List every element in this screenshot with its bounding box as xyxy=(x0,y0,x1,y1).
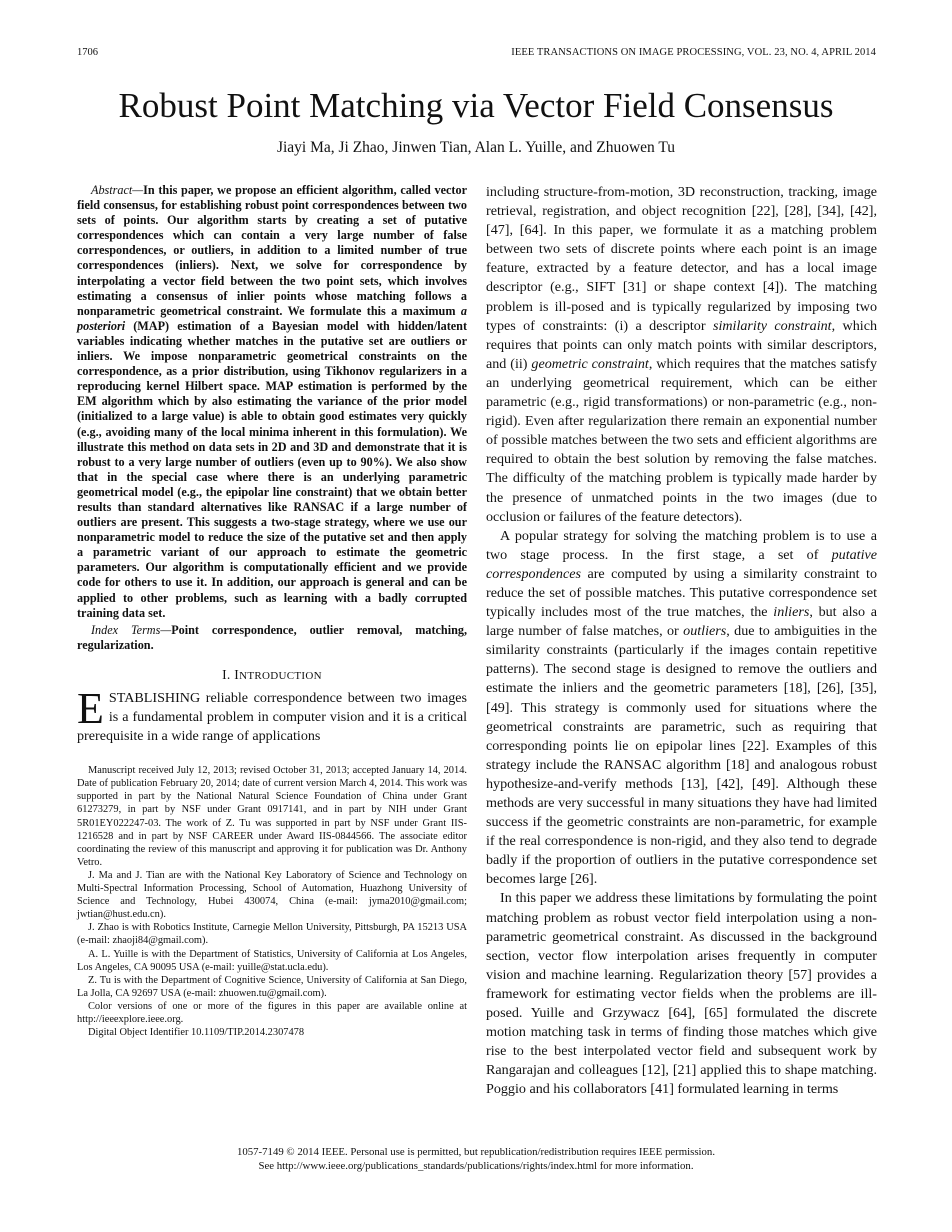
index-terms-label: Index Terms— xyxy=(91,622,172,637)
footnote: Digital Object Identifier 10.1109/TIP.2014.2307478 xyxy=(88,1027,305,1039)
intro-first-word: STABLISHING xyxy=(108,689,201,706)
body-text: , due to ambiguities in the similarity constraints (particularly if the images contain repetitive patterns). The second stage is designed to remove the outliers and estimate the inliers and the geometric parameters [18], [26], [35], [49]. This strategy is commonly used for situations where the geometrical constraints are parametric, such as requiring that corresponding points lie on epipolar lines [22]. Examples of this strategy include the RANSAC algorithm [18] and analogous robust hypothesize-and-verify methods [13], [42], [49]. Although these methods are very successful in many situations they have had limited success if the geometric constraints are non-parametric, for example if the real correspondence is non-rigid, and they also tend to degrade badly if the proportion of outliers in the putative correspondence set becomes large [26]. xyxy=(486,623,877,888)
intro-paragraph xyxy=(77,683,467,746)
body-emphasis: inliers xyxy=(773,604,810,621)
paper-title: Robust Point Matching via Vector Field Consensus xyxy=(118,86,834,125)
section-title-rest: NTRODUCTION xyxy=(239,669,322,682)
body-text: , which requires that points can only match points with similar descriptors, and (ii) xyxy=(486,317,877,372)
body-text: are computed by using a similarity constraint to reduce the set of possible matches. This putative correspondence set typically includes most of the true matches, the xyxy=(486,565,877,621)
body-emphasis: putative correspondences xyxy=(486,546,877,582)
drop-cap: E xyxy=(77,683,104,733)
section-numeral: I. xyxy=(222,666,235,682)
copyright-notice xyxy=(0,1146,952,1173)
right-column xyxy=(486,183,877,1100)
index-terms-text: Point correspondence, outlier removal, matching, regularization. xyxy=(77,622,467,652)
section-title-first: I xyxy=(234,666,240,682)
author-list: Jiayi Ma, Ji Zhao, Jinwen Tian, Alan L. Yuille, and Zhuowen Tu xyxy=(276,139,676,156)
intro-text: reliable correspondence between two images is a fundamental problem in computer vision and it is a critical prerequisite in a wide range of applications xyxy=(77,689,467,745)
footnotes xyxy=(77,764,467,1039)
footnote: Manuscript received July 12, 2013; revised October 31, 2013; accepted January 14, 2014. Date of publication February 20, 2014; date of current version March 4, 2014. This work was supported in part by the National Natural Science Foundation of China under Grant 61273279, in part by NSF under Grant 0917141, and in part by NIH under Grant 5R01EY022247-03. The work of Z. Tu was supported in part by NSF under Grant IIS-1216528 and in part by NSF CAREER under Award IIS-0844566. The associate editor coordinating the review of this manuscript and approving it for publication was Dr. Anthony Vetro. xyxy=(77,765,467,868)
body-text: A popular strategy for solving the matching problem is to use a two stage process. In the first stage, a set of xyxy=(486,527,877,563)
body-text: including structure-from-motion, 3D reconstruction, tracking, image retrieval, registration, and object recognition [22], [28], [34], [42], [47], [64]. In this paper, we formulate it as a matching problem between two sets of discrete points where each point is an image feature, extracted by a feature detector, and has a local image descriptor (e.g., SIFT [31] or shape context [4]). The matching problem is ill-posed and is typically regularized by imposing two types of constraints: (i) a descriptor xyxy=(486,184,877,334)
running-header: IEEE TRANSACTIONS ON IMAGE PROCESSING, VOL. 23, NO. 4, APRIL 2014 xyxy=(511,47,876,58)
body-emphasis: similarity constraint xyxy=(712,317,832,334)
footnote: J. Zhao is with Robotics Institute, Carnegie Mellon University, Pittsburgh, PA 15213 USA (e-mail: zhaoji84@gmail.com). xyxy=(77,922,467,947)
body-emphasis: outliers xyxy=(683,623,727,640)
footnote: A. L. Yuille is with the Department of Statistics, University of California at Los Angeles, Los Angeles, CA 90095 USA (e-mail: yuille@stat.ucla.edu). xyxy=(77,948,467,973)
body-paragraph xyxy=(486,183,877,527)
body-emphasis: geometric constraint xyxy=(531,355,649,372)
copyright-line: 1057-7149 © 2014 IEEE. Personal use is permitted, but republication/redistribution requires IEEE permission. xyxy=(236,1146,716,1158)
index-terms xyxy=(77,623,467,653)
abstract-text-em: a posteriori xyxy=(77,303,467,333)
abstract xyxy=(77,183,467,621)
left-column xyxy=(77,183,467,1039)
body-paragraph xyxy=(486,527,877,890)
section-heading xyxy=(77,667,467,683)
body-text: , but also a large number of false matches, or xyxy=(486,604,877,640)
body-paragraph: In this paper we address these limitations by formulating the point matching problem as robust vector field interpolation using a non-parametric geometrical constraint. As discussed in the background section, vector flow interpolation arises frequently in computer vision and machine learning. Regularization theory [57] provides a framework for estimating vector fields when the problems are ill-posed. Yuille and Grzywacz [64], [65] formulated the discrete motion matching task in terms of finding those matches which give rise to the best interpolated vector field and subsequent work by Rangarajan and colleagues [12], [21] applied this to shape matching. Poggio and his collaborators [41] formulated learning in terms xyxy=(486,890,877,1098)
page-number: 1706 xyxy=(77,47,98,58)
abstract-label: Abstract— xyxy=(91,183,144,197)
abstract-text-2: (MAP) estimation of a Bayesian model with hidden/latent variables indicating whether matches in the putative set are outliers or inliers. We impose nonparametric geometrical constraints on the correspondence, as a prior distribution, using Tikhonov regularizers in a reproducing kernel Hilbert space. MAP estimation is performed by the EM algorithm which by also estimating the variance of the prior model (initialized to a large value) is able to obtain good estimates very quickly (e.g., avoiding many of the local minima inherent in this formulation). We illustrate this method on data sets in 2D and 3D and demonstrate that it is robust to a very large number of outliers (even up to 90%). We also show that in the special case where there is an underlying parametric geometrical model (e.g., the epipolar line constraint) that we obtain better results than standard alternatives like RANSAC if a large number of outliers are present. This suggests a two-stage strategy, where we use our nonparametric model to reduce the size of the putative set and then apply a parametric variant of our approach to estimate the geometric parameters. Our algorithm is computationally efficient and we provide code for others to use it. In addition, our approach is general and can be applied to other problems, such as learning with a badly corrupted training data set. xyxy=(77,318,467,620)
copyright-line: See http://www.ieee.org/publications_standards/publications/rights/index.html for more information. xyxy=(258,1159,694,1172)
body-text: , which requires that the matches satisfy an underlying geometrical requirement, which can be either parametric (e.g., rigid transformations) or non-parametric (e.g., non-rigid). Even after regularization there remain an exponential number of possible matches between the two sets and efficient algorithms are required to obtain the best solution by removing the false matches. The difficulty of the matching problem is typically made harder by the presence of unmatched points in the two images (due to occlusion or failures of the feature detectors). xyxy=(486,355,878,525)
footnote: Color versions of one or more of the figures in this paper are available online at http://ieeexplore.ieee.org. xyxy=(77,1000,467,1025)
abstract-text-1: In this paper, we propose an efficient algorithm, called vector field consensus, for establishing robust point correspondences between two sets of points. Our algorithm starts by creating a set of putative correspondences which can contain a very large number of false correspondences, or outliers, in addition to a limited number of true correspondences (inliers). Next, we solve for correspondence by interpolating a vector field between the two point sets, which involves estimating a consensus of inlier points whose matching follows a nonparametric geometrical constraint. We formulate this a maximum xyxy=(77,183,467,318)
footnote: Z. Tu is with the Department of Cognitive Science, University of California at San Diego, La Jolla, CA 92697 USA (e-mail: zhuowen.tu@gmail.com). xyxy=(77,974,467,999)
footnote: J. Ma and J. Tian are with the National Key Laboratory of Science and Technology on Multi-Spectral Information Processing, School of Automation, Huazhong University of Science and Technology, Hubei 430074, China (e-mail: jyma2010@gmail.com; jwtian@hust.edu.cn). xyxy=(77,869,467,921)
